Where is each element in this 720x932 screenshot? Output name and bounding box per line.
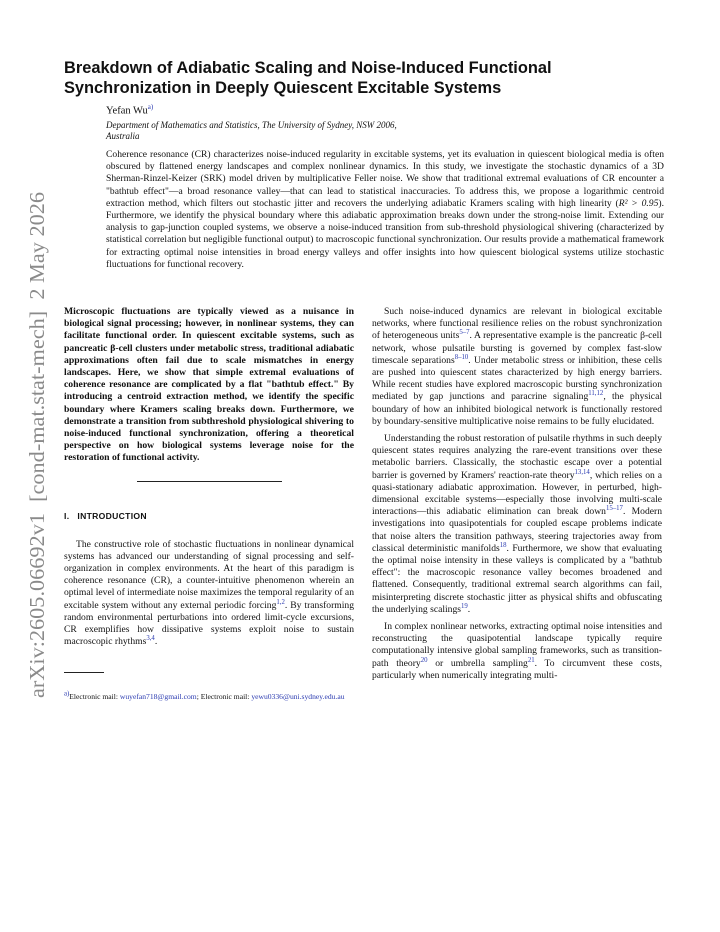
abstract-text-2: ). Furthermore, we identify the physical boundary where this adiabatic approximation breaks down under the strong-noise limit. Extending our analysis to gap-junction coupled systems, we observe a noise-induced transition from sub-threshold physiological shivering (characterized by statistical correlation but negligible functional output) to macroscopic functional synchronization. Our results provide a mathematical framework for extracting optimal noise intensities in broad energy valleys and offer insights into how quiescent biological systems utilize stochastic fluctuations for functional recovery. (106, 197, 664, 270)
citation-link[interactable]: 8–10 (454, 353, 469, 361)
intro-p1-text-a: The constructive role of stochastic fluctuations in nonlinear dynamical systems has advanced our understanding of signal processing and self-organization in complex environments. At the heart of this paradigm is coherence resonance (CR), a counter-intuitive phenomenon wherein an optimal level of intermediate noise maximizes the temporal regularity of an excitable system without any external periodic forcing (64, 538, 354, 611)
right-p1-text-a: Such noise-induced dynamics are relevant in biological excitable networks, where functional resilience relies on the robust synchronization of heterogeneous units (372, 306, 662, 342)
affiliation-line-2: Australia (106, 130, 140, 141)
lead-divider (137, 481, 282, 482)
right-p2-text-a: Understanding the robust restoration of pulsatile rhythms in such deeply quiescent states requires analyzing the rare-event transitions over these metabolic barriers. Classically, the stochastic escape over a potential barrier is governed by Kramers' reaction-rate theory (372, 433, 662, 481)
right-p3-text-c: . To circumvent these costs, particularly when numerically integrating multi- (372, 657, 662, 681)
paper-title (64, 58, 664, 98)
author-name-text: Yefan Wu (106, 105, 148, 117)
section-heading-introduction (64, 511, 354, 521)
lead-paragraph: Microscopic fluctuations are typically viewed as a nuisance in biological signal processing; however, in nonlinear systems, they can facilitate functional order. In quiescent excitable systems, such as pancreatic β-cell clusters under metabolic stress, traditional adiabatic approximations often fail due to scale mismatches in energy landscapes. Here, we show that simple extremal evaluations of coherence resonance are complicated by a flat "bathtub effect." By introducing a centroid extraction method, we identify the specific boundary where Kramers scaling breaks down. Furthermore, we demonstrate a transition from subthreshold physiological shivering to noise-induced functional synchronization, offering a theoretical perspective on how biological systems leverage noise for the restoration of functional activity. (64, 306, 354, 464)
right-p1-text-b: . A representative example is the pancreatic β-cell network, whose pulsatile bursting is governed by complex fast-slow timescale separations (372, 330, 662, 366)
citation-link[interactable]: 3,4 (146, 635, 155, 643)
citation-link[interactable]: 5–7 (459, 329, 470, 337)
right-p3-text-b: or umbrella sampling (427, 657, 528, 669)
right-p2-text-e: . (467, 603, 471, 615)
title-line-1: Breakdown of Adiabatic Scaling and Noise-Induced Functional (64, 59, 552, 77)
abstract (106, 149, 664, 271)
abstract-text-1: Coherence resonance (CR) characterizes noise-induced regularity in excitable systems, yet its evaluation in quiescent biological media is often obscured by flattened energy landscapes and complex nonlinear dynamics. In this study, we investigate the stochastic dynamics of a 3D Sherman-Rinzel-Keizer (SRK) model driven by multiplicative Feller noise. We show that traditional extremal evaluations of CR encounter a "bathtub effect"—a broad resonance valley—that can lead to statistical inaccuracies. To address this, we propose a logarithmic centroid extraction method, which filters out stochastic jitter and recovers the underlying adiabatic Kramers scaling with high linearity ( (106, 149, 664, 209)
citation-link[interactable]: 11,12 (588, 390, 604, 398)
citation-link[interactable]: 1,2 (276, 598, 285, 606)
section-title: INTRODUCTION (77, 510, 147, 521)
citation-link[interactable]: 15–17 (605, 505, 623, 513)
intro-p1-text-c: . (154, 636, 158, 648)
intro-paragraph-1 (64, 539, 354, 649)
affiliation-line-1: Department of Mathematics and Statistics, The University of Sydney, NSW 2006, (106, 119, 397, 130)
right-p2-text-c: . Modern investigations into quasipotentials for coupled escape problems indicate that noise alters the transition pathways, steering trajectories away from classical deterministic manifolds (372, 506, 663, 554)
right-p1-text-d: , the physical boundary of how an inhibited biological network is functionally restored by boundary-sensitive multiplicative noise remains to be fully elucidated. (372, 391, 662, 427)
author-name (106, 101, 666, 118)
affiliation (106, 120, 666, 142)
right-column (372, 306, 662, 682)
left-column (64, 306, 354, 703)
intro-paragraph-4 (372, 621, 662, 682)
citation-link[interactable]: 21 (527, 656, 535, 664)
author-block (106, 101, 666, 142)
title-line-2: Synchronization in Deeply Quiescent Excitable Systems (64, 79, 502, 97)
arxiv-identifier-text: arXiv:2605.06692v1 [cond-mat.stat-mech] 2 May 2026 (25, 220, 49, 698)
right-p2-text-b: , which relies on a quasi-stationary adiabatic approximation. However, in perturbed, high-dimensional excitable systems—especially those involving multi-scale interactions—this adiabatic elimination can break down (372, 469, 662, 518)
arxiv-identifier-stamp (14, 190, 58, 700)
citation-link[interactable]: 19 (461, 602, 468, 610)
intro-p1-text-b: . By transforming random environmental perturbations into ordered limit-cycle excursions, CR exemplifies how dissipative systems exploit noise to sustain macroscopic rhythms (64, 599, 354, 648)
footnote-label-1: Electronic mail: (69, 692, 120, 702)
intro-paragraph-3 (372, 433, 662, 616)
footnote-mark: a) (64, 690, 70, 698)
abstract-r2-formula: R² > 0.95 (618, 197, 659, 209)
right-p1-text-c: . Under metabolic stress or inhibition, these cells are pushed into quiescent states characterized by high energy barriers. While recent studies have explored macroscopic bursting synchronization mediated by gap junctions and paracrine signaling (372, 354, 662, 403)
footnote (64, 692, 354, 702)
section-number: I. (64, 510, 70, 521)
email-link-2[interactable]: yewu0336@uni.sydney.edu.au (251, 692, 345, 702)
intro-paragraph-2 (372, 306, 662, 428)
right-p2-text-d: . Furthermore, we show that evaluating the optimal noise intensity in these valleys is complicated by a "bathtub effect": the macroscopic resonance valley becomes broadened and flattened. Consequently, traditional extremal search algorithms can fail, misinterpreting discrete stochastic jitter as physical shifts and obfuscating the underlying scalings (372, 542, 663, 615)
citation-link[interactable]: 18 (499, 541, 507, 549)
citation-link[interactable]: 20 (420, 656, 428, 664)
footnote-separator: ; Electronic mail: (196, 692, 252, 702)
author-footnote-mark[interactable]: a) (147, 103, 154, 111)
footnote-divider (64, 672, 104, 673)
citation-link[interactable]: 13,14 (574, 468, 590, 476)
right-p3-text-a: In complex nonlinear networks, extracting optimal noise intensities and reconstructing the quasipotential landscape typically require computationally intensive global sampling frameworks, such as transition-path theory (372, 621, 662, 669)
email-link-1[interactable]: wuyefan718@gmail.com (119, 692, 197, 702)
